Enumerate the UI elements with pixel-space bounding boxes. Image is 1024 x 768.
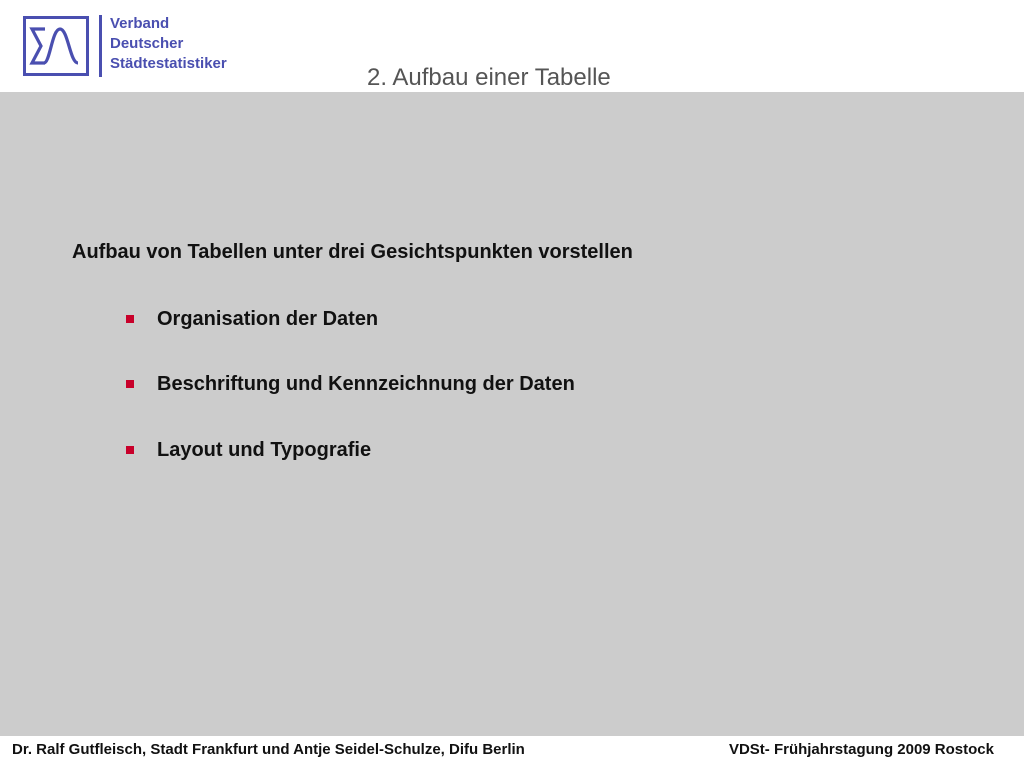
footer-authors: Dr. Ralf Gutfleisch, Stadt Frankfurt und Antje Seidel-Schulze, Difu Berlin <box>12 741 525 758</box>
logo-divider <box>99 15 102 77</box>
bullet-item <box>126 438 371 462</box>
page-title: 2. Aufbau einer Tabelle <box>367 64 611 91</box>
logo-line-staedtestatistiker: Städtestatistiker <box>110 55 227 72</box>
slide-footer <box>0 736 1024 768</box>
logo-text <box>110 14 227 74</box>
bullet-text: Organisation der Daten <box>157 307 379 330</box>
footer-event: VDSt- Frühjahrstagung 2009 Rostock <box>728 741 994 758</box>
slide-header <box>0 0 1024 92</box>
slide-content <box>0 92 1024 736</box>
logo-line-verband: Verband <box>110 15 170 32</box>
bullet-text: Layout und Typografie <box>157 438 372 461</box>
bullet-square-icon <box>126 380 134 388</box>
bullet-text: Beschriftung und Kennzeichnung der Daten <box>157 372 575 395</box>
intro-text: Aufbau von Tabellen unter drei Gesichtspunkten vorstellen <box>72 241 633 263</box>
bullet-square-icon <box>126 446 134 454</box>
bullet-item <box>126 307 378 331</box>
logo-line-deutscher: Deutscher <box>110 35 184 52</box>
sigma-lambda-logo-icon <box>23 16 89 76</box>
bullet-item <box>126 372 575 396</box>
bullet-square-icon <box>126 315 134 323</box>
